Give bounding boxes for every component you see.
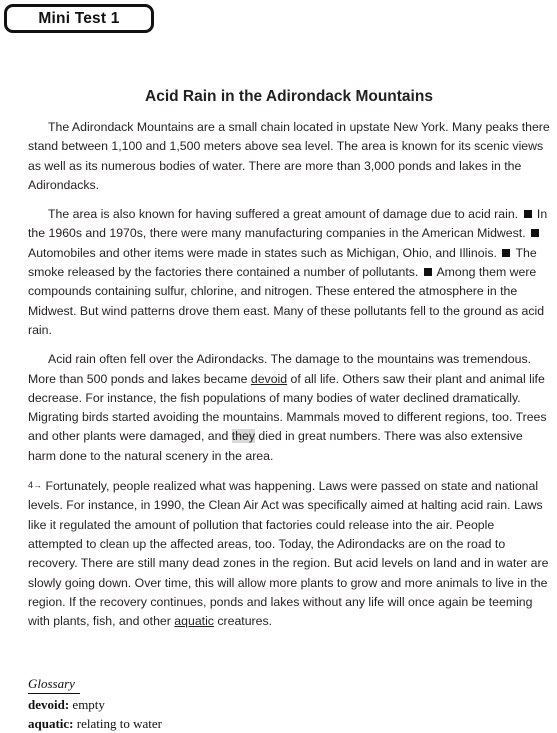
vocab-word-aquatic: aquatic	[174, 614, 214, 629]
paragraph-4	[28, 476, 550, 631]
glossary-heading: Glossary	[28, 674, 80, 694]
sentence-2-5: Among them were compounds containing sulfur, chlorine, and nitrogen. These entered the atmosphere in the Midwest. But wind patterns drove them east. Many of these pollutants fell to the ground as acid rain.	[28, 265, 545, 337]
insertion-square-2[interactable]	[531, 229, 539, 237]
glossary-entry	[28, 714, 228, 733]
insertion-square-1[interactable]	[524, 210, 532, 218]
sentence-2-2: In the 1960s and 1970s, there were many manufacturing companies in the American Midwest.	[28, 207, 548, 241]
paragraph-4-marker: 4→	[28, 480, 43, 491]
vocab-word-devoid: devoid	[250, 371, 288, 386]
glossary-term: devoid:	[28, 697, 70, 712]
sentence-2-1: The area is also known for having suffered a great amount of damage due to acid rain.	[48, 207, 519, 222]
glossary-entry	[28, 695, 228, 714]
paragraph-2	[28, 205, 550, 340]
highlighted-word-they: they	[231, 429, 255, 444]
test-badge-label: Mini Test 1	[38, 9, 120, 27]
glossary-definition: relating to water	[76, 716, 162, 731]
test-badge	[4, 4, 154, 33]
paragraph-1	[28, 118, 550, 195]
paragraph-1-text: The Adirondack Mountains are a small chain located in upstate New York. Many peaks there stand between 1,100 and 1,500 meters above sea level. The area is known for its scenic views as well as its numerous bodies of water. There are more than 3,000 ponds and lakes in the Adirondacks.	[28, 120, 550, 192]
paragraph-3-text-a: Acid rain often fell over the Adirondacks. The damage to the mountains was tremendous. More than 500 ponds and lakes became	[28, 352, 532, 386]
glossary	[28, 674, 228, 733]
passage-body	[28, 118, 550, 641]
paragraph-4-text-a: Fortunately, people realized what was happening. Laws were passed on state and national levels. For instance, in 1990, the Clean Air Act was specifically aimed at halting acid rain. Laws like it regulated the amount of pollution that factories could release into the air. People attempted to clean up the affected areas, too. Today, the Adirondacks are on the road to recovery. There are still many dead zones in the region. But acid levels on land and in water are slowly going down. Over time, this will allow more plants to grow and more animals to live in the region. If the recovery continues, ponds and lakes without any life will once again be teeming with plants, fish, and other	[28, 479, 549, 629]
paragraph-3-text-c: died in great numbers. There was also extensive harm done to the natural scenery in the area.	[28, 429, 523, 463]
sentence-2-3: Automobiles and other items were made in states such as Michigan, Ohio, and Illinois.	[28, 245, 497, 260]
insertion-square-3[interactable]	[502, 249, 510, 257]
insertion-square-4[interactable]	[424, 268, 432, 276]
passage-title: Acid Rain in the Adirondack Mountains	[145, 88, 433, 105]
paragraph-4-text-b: creatures.	[217, 614, 273, 629]
sentence-2-4: The smoke released by the factories there contained a number of pollutants.	[28, 245, 537, 280]
glossary-definition: empty	[72, 697, 105, 712]
glossary-term: aquatic:	[28, 716, 74, 731]
paragraph-3	[28, 350, 550, 466]
paragraph-3-text-b: of all life. Others saw their plant and animal life decrease. For instance, the fish populations of many bodies of water declined dramatically. Migrating birds started avoiding the mountains. Mammals moved to different regions, too. Trees and other plants were damaged, and	[28, 371, 547, 444]
